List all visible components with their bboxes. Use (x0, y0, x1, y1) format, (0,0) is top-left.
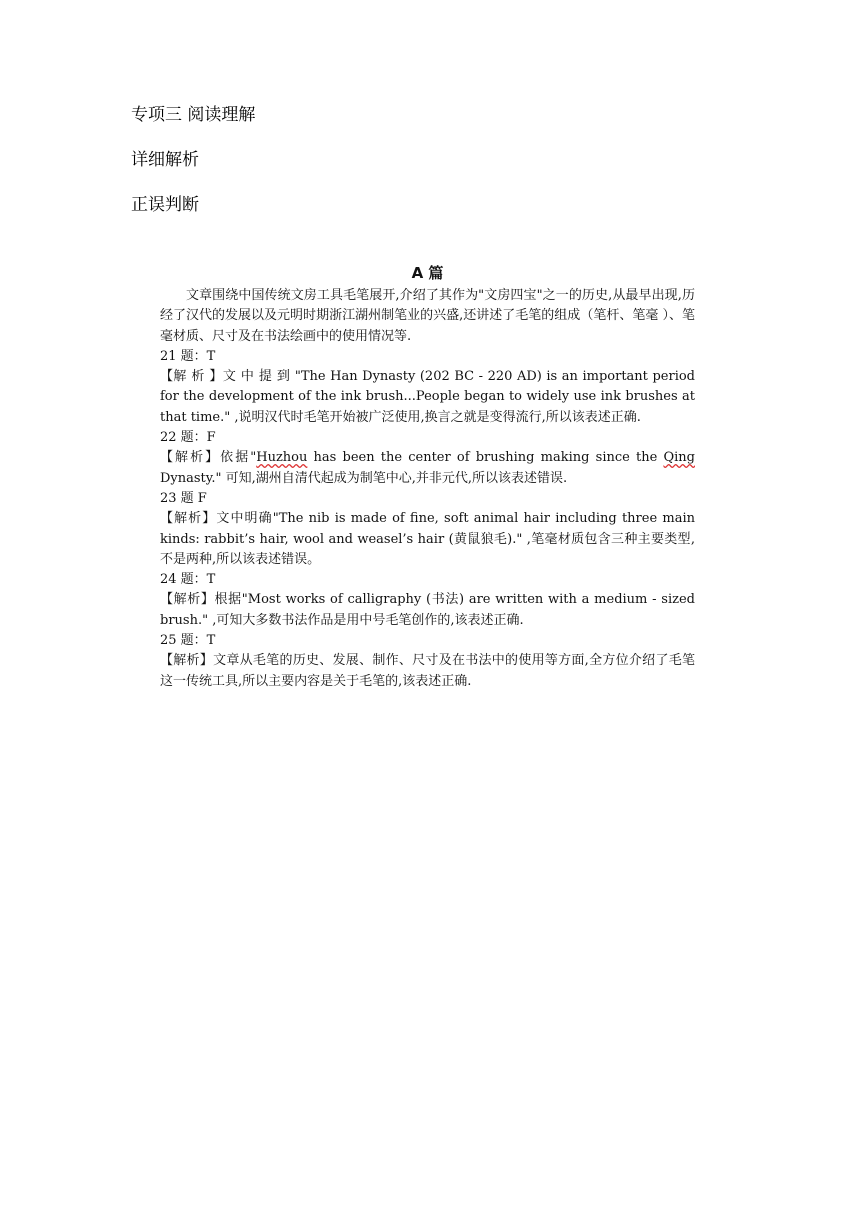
analysis-tag: 【解析】 (160, 511, 217, 527)
analysis-21 (160, 367, 695, 428)
spellcheck-word-qing: Qing (663, 450, 695, 466)
section-heading: 专项三 阅读理解 (131, 105, 256, 125)
analysis-text: 文章从毛笔的历史、发展、制作、尺寸及在书法中的使用等方面,全方位介绍了毛笔这一传统工具,所以主要内容是关于毛笔的,该表述正确. (160, 653, 695, 689)
answer-21: 21 题：T (160, 348, 216, 364)
spellcheck-word-huzhou: Huzhou (256, 450, 308, 466)
answer-25: 25 题：T (160, 633, 216, 649)
analysis-text-pre: 依据" (220, 450, 257, 466)
analysis-23 (160, 509, 695, 570)
answer-22: 22 题：F (160, 430, 216, 446)
answer-23: 23 题 F (160, 490, 207, 506)
analysis-tag: 【解 析 】 (160, 369, 223, 385)
analysis-25 (160, 651, 695, 692)
analysis-text: 文 中 提 到 "The Han Dynasty (202 BC - 220 AD) is an important period for the development of the ink brush...People began to widely use ink brushes at that time." ,说明汉代时毛笔开始被广泛使用,换言之就是变得流行,所以该表述正确. (160, 369, 696, 425)
article-title: A 篇 (411, 264, 444, 282)
detail-heading: 详细解析 (131, 150, 199, 170)
answer-24: 24 题：T (160, 572, 216, 588)
analysis-text: 文中明确"The nib is made of fine, soft animal hair including three main kinds: rabbit’s hair, wool and weasel’s hair (黄鼠狼毛)." ,笔毫材质包含三种主要类型,不是两种,所以该表述错误。 (160, 511, 695, 567)
analysis-tag: 【解析】 (160, 592, 215, 608)
article-passage-a (160, 262, 695, 692)
article-intro: 文章围绕中国传统文房工具毛笔展开,介绍了其作为"文房四宝"之一的历史,从最早出现,历经了汉代的发展以及元明时期浙江湖州制笔业的兴盛,还讲述了毛笔的组成（笔杆、笔毫 ）、笔毫材质、尺寸及在书法绘画中的使用情况等. (160, 288, 695, 344)
analysis-text: 根据"Most works of calligraphy (书法) are written with a medium - sized brush." ,可知大多数书法作品是用中号毛笔创作的,该表述正确. (160, 592, 695, 628)
analysis-text-mid: has been the center of brushing making since the (307, 450, 664, 466)
judge-heading: 正误判断 (131, 195, 199, 215)
analysis-text-post: Dynasty." 可知,湖州自清代起成为制笔中心,并非元代,所以该表述错误. (160, 470, 568, 486)
analysis-tag: 【解析】 (160, 450, 221, 466)
analysis-24 (160, 590, 695, 631)
analysis-22 (160, 448, 695, 489)
analysis-tag: 【解析】 (160, 653, 214, 669)
